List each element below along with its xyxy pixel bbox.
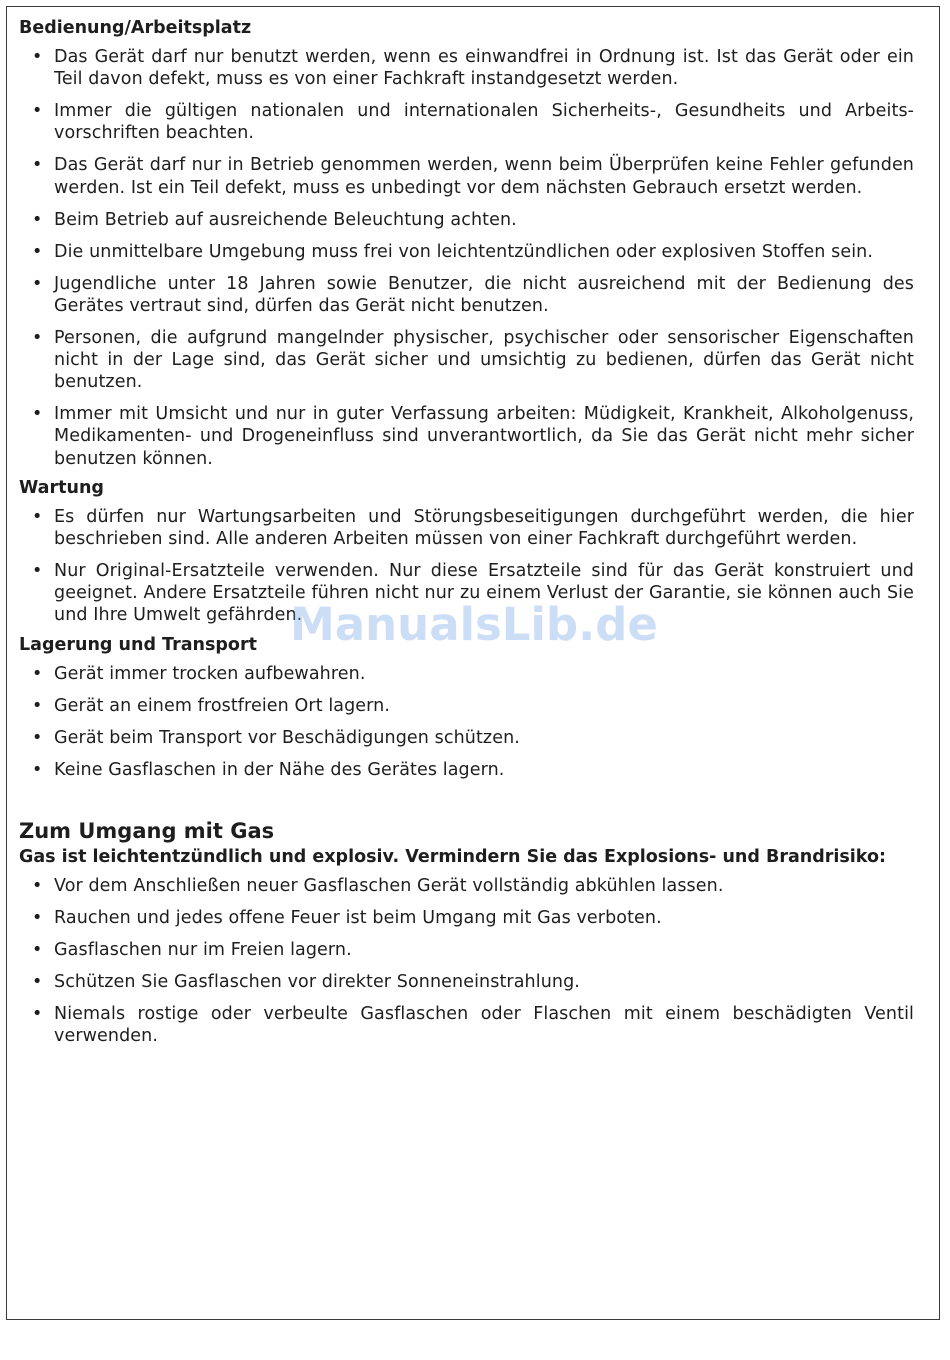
list-item bbox=[19, 695, 914, 717]
bullet-icon: • bbox=[32, 47, 43, 67]
list-item-text: Gerät an einem frostfreien Ort lagern. bbox=[54, 695, 391, 716]
gas-list bbox=[19, 875, 914, 1047]
gas-heading: Zum Umgang mit Gas bbox=[19, 818, 275, 843]
section-heading-wartung: Wartung bbox=[19, 477, 104, 498]
bullet-icon: • bbox=[32, 695, 43, 716]
bullet-icon: • bbox=[32, 727, 43, 748]
list-item-text: Nur Original-Ersatzteile verwenden. Nur diese Ersatzteile sind für das Gerät konstruiert und geeignet. Andere Ersatzteile führen nicht nur zu einem Verlust der Garantie, sie können auch Sie und Ihre Umwelt gefährden. bbox=[54, 561, 914, 626]
list-item bbox=[19, 663, 914, 685]
bullet-icon: • bbox=[32, 404, 43, 425]
list-item-text: Beim Betrieb auf ausreichende Beleuchtung achten. bbox=[54, 209, 517, 230]
list-item-text: Vor dem Anschließen neuer Gasflaschen Gerät vollständig abkühlen lassen. bbox=[54, 875, 724, 896]
bullet-icon: • bbox=[32, 1003, 43, 1024]
gas-subheading: Gas ist leichtentzündlich und explosiv. Vermindern Sie das Explosions- und Brandrisiko: bbox=[19, 846, 886, 867]
list-item bbox=[19, 971, 914, 993]
section-heading-bedienung: Bedienung/Arbeitsplatz bbox=[19, 18, 252, 38]
bedienung-list bbox=[19, 46, 914, 470]
list-item-text: Das Gerät darf nur benutzt werden, wenn es einwandfrei in Ordnung ist. Ist das Gerät oder ein Teil davon defekt, muss es von einer Fachkraft instandgesetzt werden. bbox=[54, 47, 914, 90]
list-item-text: Das Gerät darf nur in Betrieb genommen werden, wenn beim Überprüfen keine Fehler gefunden werden. Ist ein Teil defekt, muss es unbedingt vor dem nächsten Gebrauch ersetzt werden. bbox=[54, 155, 914, 198]
list-item bbox=[19, 327, 914, 394]
bullet-icon: • bbox=[32, 273, 43, 294]
bullet-icon: • bbox=[32, 971, 43, 992]
list-item-text: Gerät beim Transport vor Beschädigungen schützen. bbox=[54, 727, 520, 748]
list-item bbox=[19, 727, 914, 749]
spacer bbox=[19, 781, 914, 817]
list-item bbox=[19, 506, 914, 550]
list-item bbox=[19, 154, 914, 198]
bullet-icon: • bbox=[32, 101, 43, 122]
list-item-text: Immer die gültigen nationalen und internationalen Sicherheits-, Gesundheits und Arbeitsvorschriften beachten. bbox=[54, 101, 914, 144]
bullet-icon: • bbox=[32, 759, 43, 780]
list-item-text: Niemals rostige oder verbeulte Gasflaschen oder Flaschen mit einem beschädigten Ventil verwenden. bbox=[54, 1003, 914, 1047]
bullet-icon: • bbox=[32, 939, 43, 960]
list-item-text: Die unmittelbare Umgebung muss frei von leichtentzündlichen oder explosiven Stoffen sein. bbox=[54, 241, 874, 262]
bullet-icon: • bbox=[32, 875, 43, 896]
list-item-text: Gasflaschen nur im Freien lagern. bbox=[54, 939, 352, 960]
bullet-icon: • bbox=[32, 663, 43, 684]
list-item-text: Gerät immer trocken aufbewahren. bbox=[54, 663, 366, 684]
section-heading-lagerung: Lagerung und Transport bbox=[19, 634, 257, 655]
bullet-icon: • bbox=[32, 506, 43, 527]
bullet-icon: • bbox=[32, 209, 43, 230]
list-item bbox=[19, 560, 914, 627]
wartung-list bbox=[19, 506, 914, 627]
list-item bbox=[19, 100, 914, 144]
bullet-icon: • bbox=[32, 327, 43, 348]
bullet-icon: • bbox=[32, 907, 43, 928]
list-item bbox=[19, 907, 914, 929]
bullet-icon: • bbox=[32, 561, 43, 582]
list-item bbox=[19, 209, 914, 231]
list-item bbox=[19, 273, 914, 317]
list-item-text: Es dürfen nur Wartungsarbeiten und Störungsbeseitigungen durchgeführt werden, die hier beschrieben sind. Alle anderen Arbeiten müssen von einer Fachkraft durchgeführt werden. bbox=[54, 506, 914, 550]
list-item-text: Immer mit Umsicht und nur in guter Verfassung arbeiten: Müdigkeit, Krankheit, Alkoholgenuss, Medikamenten- und Drogeneinfluss sind unverantwortlich, da Sie das Gerät nicht mehr sicher benutzen können. bbox=[54, 404, 914, 469]
list-item bbox=[19, 939, 914, 961]
document-content bbox=[19, 16, 914, 1047]
list-item bbox=[19, 46, 914, 90]
list-item bbox=[19, 875, 914, 897]
watermark: ManualsLib.de bbox=[290, 598, 658, 651]
list-item-text: Schützen Sie Gasflaschen vor direkter Sonneneinstrahlung. bbox=[54, 971, 580, 992]
list-item-text: Jugendliche unter 18 Jahren sowie Benutzer, die nicht ausreichend mit der Bedienung des Gerätes vertraut sind, dürfen das Gerät nicht benutzen. bbox=[54, 273, 914, 316]
list-item bbox=[19, 403, 914, 470]
bullet-icon: • bbox=[32, 241, 43, 262]
list-item-text: Personen, die aufgrund mangelnder physischer, psychischer oder sensorischer Eigenschaften nicht in der Lage sind, das Gerät sicher und umsichtig zu bedienen, dürfen das Gerät nicht benutzen. bbox=[54, 327, 914, 393]
bullet-icon: • bbox=[32, 155, 43, 176]
list-item-text: Rauchen und jedes offene Feuer ist beim Umgang mit Gas verboten. bbox=[54, 907, 662, 928]
list-item-text: Keine Gasflaschen in der Nähe des Gerätes lagern. bbox=[54, 759, 505, 780]
list-item bbox=[19, 241, 914, 263]
list-item bbox=[19, 759, 914, 781]
list-item bbox=[19, 1003, 914, 1047]
lagerung-list bbox=[19, 663, 914, 781]
